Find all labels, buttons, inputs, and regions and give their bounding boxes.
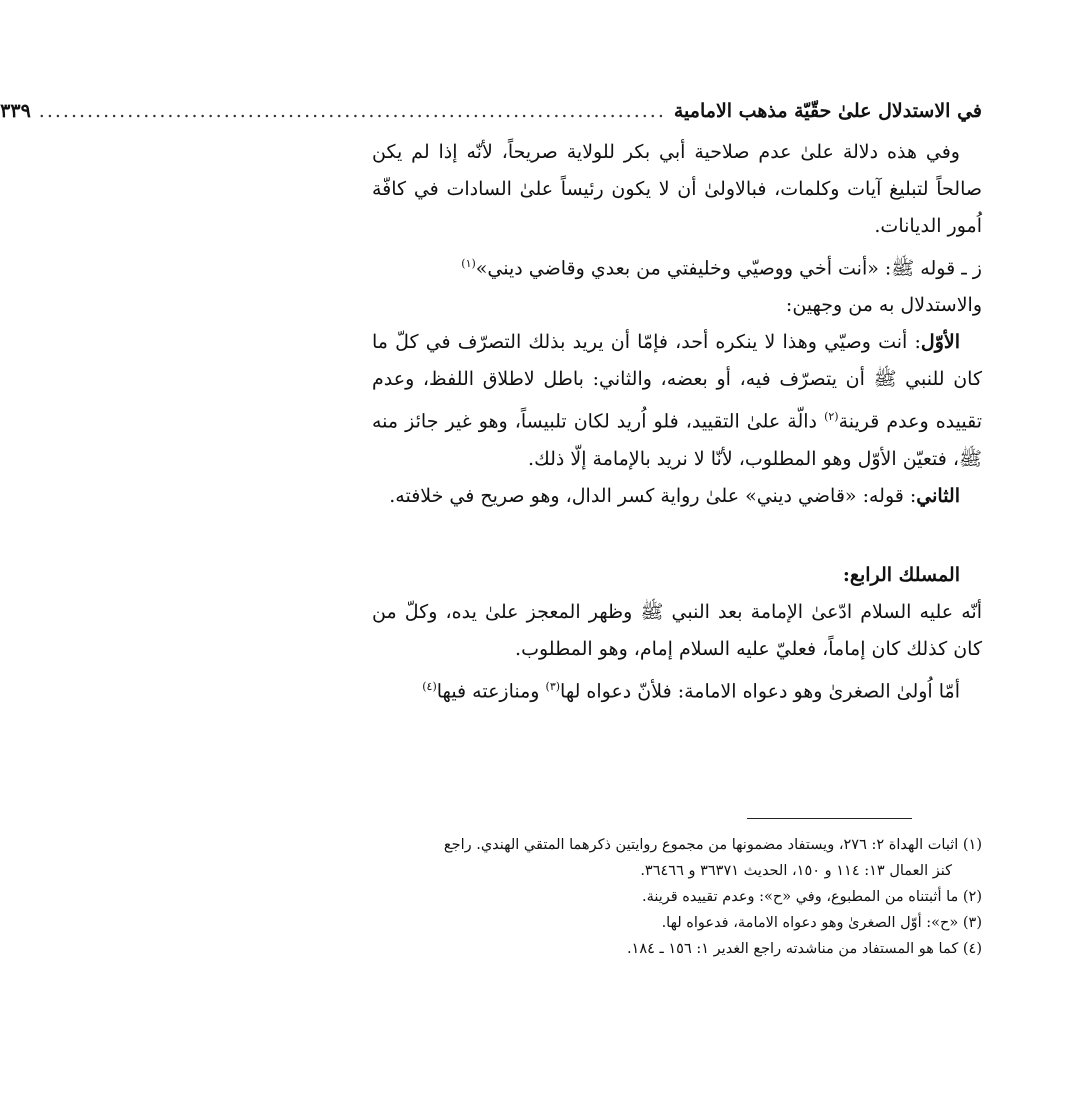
section-gap (372, 515, 982, 557)
paragraph: أنّه عليه السلام ادّعىٰ الإمامة بعد النبي ﷺ وظهر المعجز علىٰ يده، وكلّ من كان كذلك كان إماماً، فعليّ عليه السلام إمام، وهو المطلوب. (372, 600, 982, 660)
aspect-label: الأوّل (920, 331, 960, 354)
footnote-1-continued: كنز العمال ١٣: ١١٤ و ١٥٠، الحديث ٣٦٣٧١ و ٣٦٤٦٦. (640, 863, 952, 879)
aspect-text: : أنت وصيّي وهذا لا ينكره أحد، فإمّا أن يريد بذلك التصرّف في كلّ ما كان للنبي ﷺ أن يتصرّف فيه، أو بعضه، والثاني: باطل لاطلاق اللفظ، وعدم تقييده وعدم قرينة (372, 331, 982, 433)
main-text (372, 134, 982, 710)
footnotes (372, 832, 982, 962)
footnote-separator (747, 818, 912, 819)
footnote-1: (١) اثبات الهداة ٢: ٢٧٦، ويستفاد مضمونها من مجموع روايتين ذكرهما المتقي الهندي. راجع (443, 837, 982, 853)
page-number: ٣٣٩ (0, 100, 31, 122)
footnote-ref: (١) (461, 257, 476, 270)
footnote-ref: (٢) (824, 410, 839, 424)
page-body (0, 100, 982, 710)
aspect-label: الثاني (916, 484, 960, 507)
section-heading: المسلك الرابع: (842, 563, 960, 586)
paragraph: والاستدلال به من وجهين: (785, 294, 982, 317)
running-header (0, 100, 982, 134)
paragraph-second-aspect (372, 478, 982, 515)
paragraph-hadith (372, 245, 982, 287)
header-title: في الاستدلال علىٰ حقّيّة مذهب الامامية (673, 100, 982, 122)
paragraph: وفي هذه دلالة علىٰ عدم صلاحية أبي بكر للولاية صريحاً، لأنّه إذا لم يكن صالحاً لتبليغ آيات وكلمات، فبالاولىٰ أن لا يكون رئيساً علىٰ السادات في كافّة اُمور الديانات. (372, 141, 982, 237)
footnote-ref: (٣) (545, 679, 561, 693)
footnote-3: (٣) «ح»: أوّل الصغرىٰ وهو دعواه الامامة، فدعواه لها. (661, 915, 982, 931)
hadith-text: ز ـ قوله ﷺ: «أنت أخي ووصيّي وخليفتي من بعدي وقاضي ديني» (475, 257, 982, 280)
paragraph-first-aspect (372, 324, 982, 477)
header-leader-dots: .............................................................................. (38, 100, 666, 122)
footnote-4: (٤) كما هو المستفاد من مناشدته راجع الغدير ١: ١٥٦ ـ ١٨٤. (626, 941, 982, 957)
aspect-text-cont: دالّة علىٰ التقييد، فلو اُريد لكان تلبيساً، وهو غير جائز منه ﷺ، فتعيّن الأوّل وهو المطلوب، لأنّا لا نريد بالإمامة إلّا ذلك. (372, 410, 982, 470)
footnote-2: (٢) ما أثبتناه من المطبوع، وفي «ح»: وعدم تقييده قرينة. (641, 889, 982, 905)
premise-text: أمّا اُولىٰ الصغرىٰ وهو دعواه الامامة: فلأنّ دعواه لها (560, 679, 960, 702)
premise-text-cont: ومنازعته فيها (436, 679, 546, 702)
aspect-text: : قوله: «قاضي ديني» علىٰ رواية كسر الدال، وهو صريح في خلافته. (389, 484, 917, 507)
paragraph-minor-premise (372, 668, 982, 710)
footnote-ref: (٤) (422, 679, 437, 693)
